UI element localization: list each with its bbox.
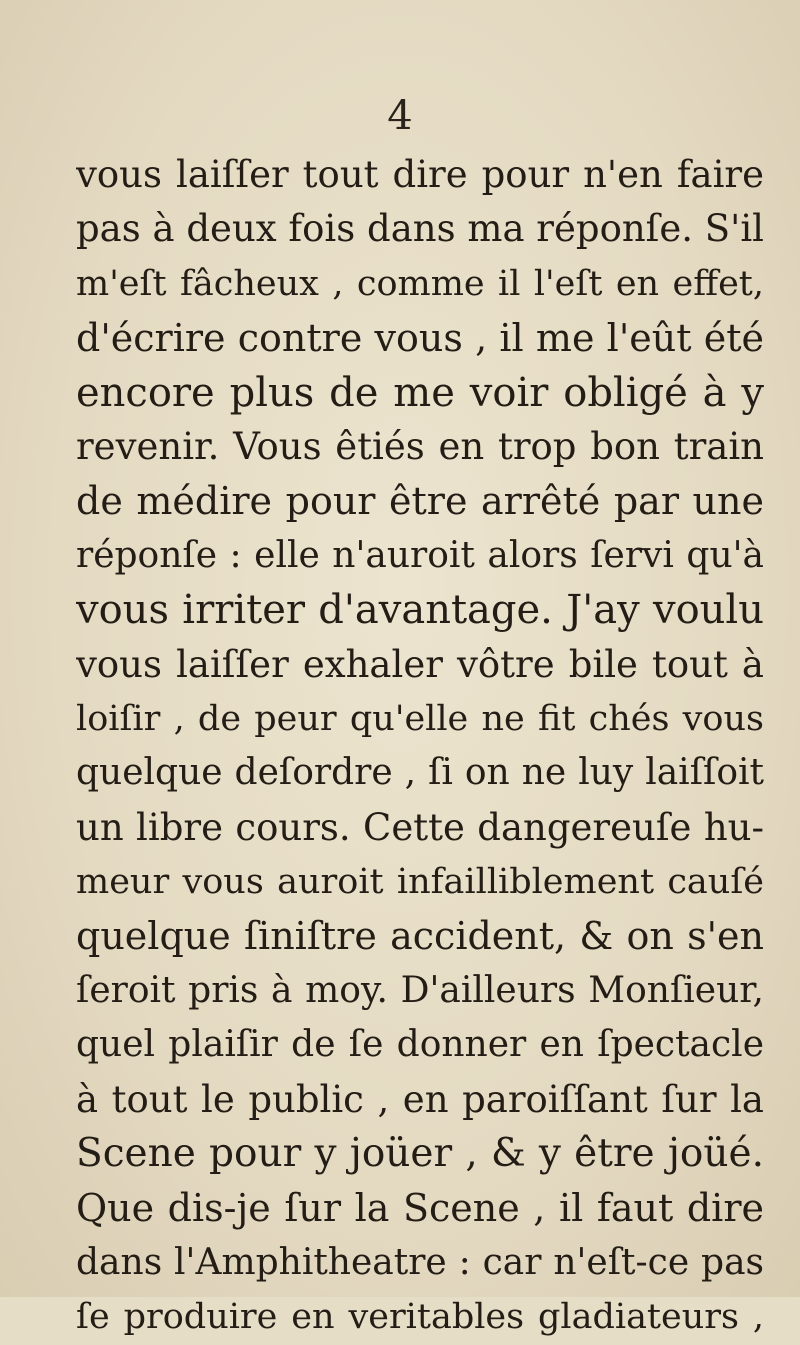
text-line: réponſe : elle n'auroit alors ſervi qu'à <box>76 534 764 576</box>
text-line: vous irriter d'avantage. J'ay voulu <box>76 587 764 634</box>
text-line: meur vous auroit infailliblement cauſé <box>76 862 764 903</box>
text-line: quelque deſordre , ſi on ne luy laiſſoit <box>76 752 764 794</box>
text-line: encore plus de me voir obligé à y <box>76 369 764 416</box>
text-line: ſe produire en veritables gladiateurs , <box>76 1297 764 1338</box>
text-line: de médire pour être arrêté par une <box>76 479 764 524</box>
text-line: Scene pour y joüer , & y être joüé. <box>76 1131 764 1177</box>
text-line: d'écrire contre vous , il me l'eût été <box>76 316 764 361</box>
text-line: dans l'Amphitheatre : car n'eſt-ce pas <box>76 1241 764 1283</box>
text-line: quelque ſiniſtre accident, & on s'en <box>76 914 764 959</box>
text-line: vous laiſſer tout dire pour n'en faire <box>76 153 764 196</box>
text-line: pas à deux fois dans ma réponſe. S'il <box>76 207 764 251</box>
body-text <box>76 148 764 1345</box>
text-line: vous laiſſer exhaler vôtre bile tout à <box>76 642 764 686</box>
text-line: Que dis-je ſur la Scene , il faut dire <box>76 1186 764 1231</box>
text-line: loiſir , de peur qu'elle ne fit chés vous <box>76 698 764 739</box>
text-line: à tout le public , en paroiſſant ſur la <box>76 1077 764 1121</box>
text-line: m'eſt fâcheux , comme il l'eſt en effet, <box>76 263 764 304</box>
text-line: revenir. Vous êtiés en trop bon train <box>76 424 764 468</box>
page-number: 4 <box>387 93 413 139</box>
text-line: un libre cours. Cette dangereuſe hu- <box>76 805 764 849</box>
text-line: ſeroit pris à moy. D'ailleurs Monſieur, <box>76 969 764 1011</box>
text-line: quel plaiſir de ſe donner en ſpectacle <box>76 1024 764 1066</box>
